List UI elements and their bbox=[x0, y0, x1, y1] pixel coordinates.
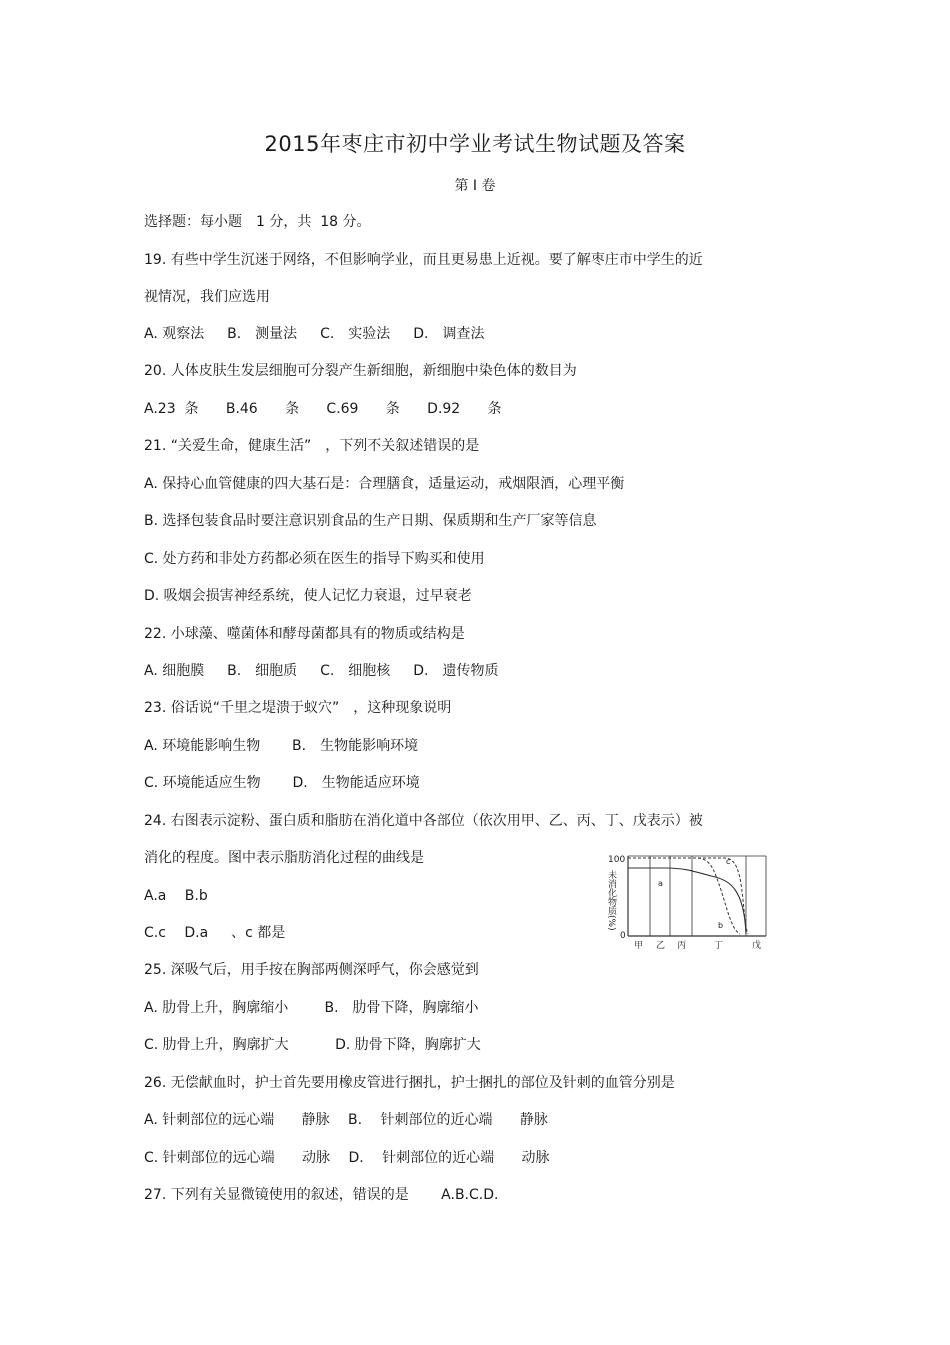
question-24-cont: 消化的程度。图中表示脂肪消化过程的曲线是 bbox=[144, 850, 424, 866]
x-label-ding: 丁 bbox=[714, 941, 724, 950]
question-27: 27. 下列有关显微镜使用的叙述，错误的是 A.B.C.D. bbox=[144, 1187, 499, 1203]
question-24-options-cd: C.c D.a 、c 都是 bbox=[144, 925, 286, 941]
y-tick-zero: 0 bbox=[620, 931, 626, 941]
y-tick-top: 100 bbox=[608, 855, 626, 865]
question-26-options-cd: C. 针刺部位的远心端 动脉 D. 针刺部位的近心端 动脉 bbox=[144, 1150, 550, 1166]
x-label-wu: 戊 bbox=[752, 941, 762, 950]
digestion-figure bbox=[606, 850, 771, 950]
question-19-cont: 视情况，我们应选用 bbox=[144, 289, 270, 305]
question-21-option-d: D. 吸烟会损害神经系统，使人记忆力衰退，过早衰老 bbox=[144, 588, 472, 604]
curve-label-b: b bbox=[718, 921, 724, 930]
question-26: 26. 无偿献血时，护士首先要用橡皮管进行捆扎，护士捆扎的部位及针刺的血管分别是 bbox=[144, 1075, 675, 1091]
question-25: 25. 深吸气后，用手按在胸部两侧深呼气，你会感觉到 bbox=[144, 962, 479, 978]
question-19-options: A. 观察法 B. 测量法 C. 实验法 D. 调查法 bbox=[144, 326, 485, 342]
curve-label-c: c bbox=[726, 857, 731, 866]
question-25-options-cd: C. 肋骨上升，胸廓扩大 D. 肋骨下降，胸廓扩大 bbox=[144, 1037, 481, 1053]
question-23: 23. 俗话说“千里之堤溃于蚁穴” ，这种现象说明 bbox=[144, 700, 452, 716]
question-21-option-a: A. 保持心血管健康的四大基石是：合理膳食，适量运动，戒烟限酒，心理平衡 bbox=[144, 476, 625, 492]
question-22-options: A. 细胞膜 B. 细胞质 C. 细胞核 D. 遗传物质 bbox=[144, 663, 499, 679]
page-title: 2015年枣庄市初中学业考试生物试题及答案 bbox=[264, 132, 686, 156]
question-21-option-c: C. 处方药和非处方药都必须在医生的指导下购买和使用 bbox=[144, 551, 485, 567]
question-21-option-b: B. 选择包装食品时要注意识别食品的生产日期、保质期和生产厂家等信息 bbox=[144, 513, 597, 529]
x-label-bing: 丙 bbox=[677, 941, 687, 950]
section-instruction: 选择题：每小题 1 分，共 18 分。 bbox=[144, 214, 371, 230]
volume-heading: 第 Ⅰ 卷 bbox=[454, 178, 496, 194]
question-24: 24. 右图表示淀粉、蛋白质和脂肪在消化道中各部位（依次用甲、乙、丙、丁、戊表示）被 bbox=[144, 813, 703, 829]
question-25-options-ab: A. 肋骨上升，胸廓缩小 B. 肋骨下降，胸廓缩小 bbox=[144, 1000, 479, 1016]
question-22: 22. 小球藻、噬菌体和酵母菌都具有的物质或结构是 bbox=[144, 626, 465, 642]
question-21: 21. “关爱生命，健康生活” ，下列不关叙述错误的是 bbox=[144, 438, 480, 454]
question-19: 19. 有些中学生沉迷于网络，不但影响学业，而且更易患上近视。要了解枣庄市中学生的近 bbox=[144, 252, 703, 268]
question-24-options-ab: A.a B.b bbox=[144, 888, 208, 904]
question-26-options-ab: A. 针刺部位的远心端 静脉 B. 针刺部位的近心端 静脉 bbox=[144, 1112, 548, 1128]
question-20-options: A.23 条 B.46 条 C.69 条 D.92 条 bbox=[144, 401, 502, 417]
question-23-options-ab: A. 环境能影响生物 B. 生物能影响环境 bbox=[144, 738, 419, 754]
curve-a bbox=[628, 868, 746, 934]
curve-c bbox=[628, 858, 748, 934]
y-axis-label: 未消化物质(%) bbox=[606, 870, 616, 931]
question-20: 20. 人体皮肤生发层细胞可分裂产生新细胞，新细胞中染色体的数目为 bbox=[144, 363, 577, 379]
curve-label-a: a bbox=[658, 879, 663, 888]
x-label-yi: 乙 bbox=[656, 941, 666, 950]
question-23-options-cd: C. 环境能适应生物 D. 生物能适应环境 bbox=[144, 775, 420, 791]
x-label-jia: 甲 bbox=[634, 941, 644, 950]
